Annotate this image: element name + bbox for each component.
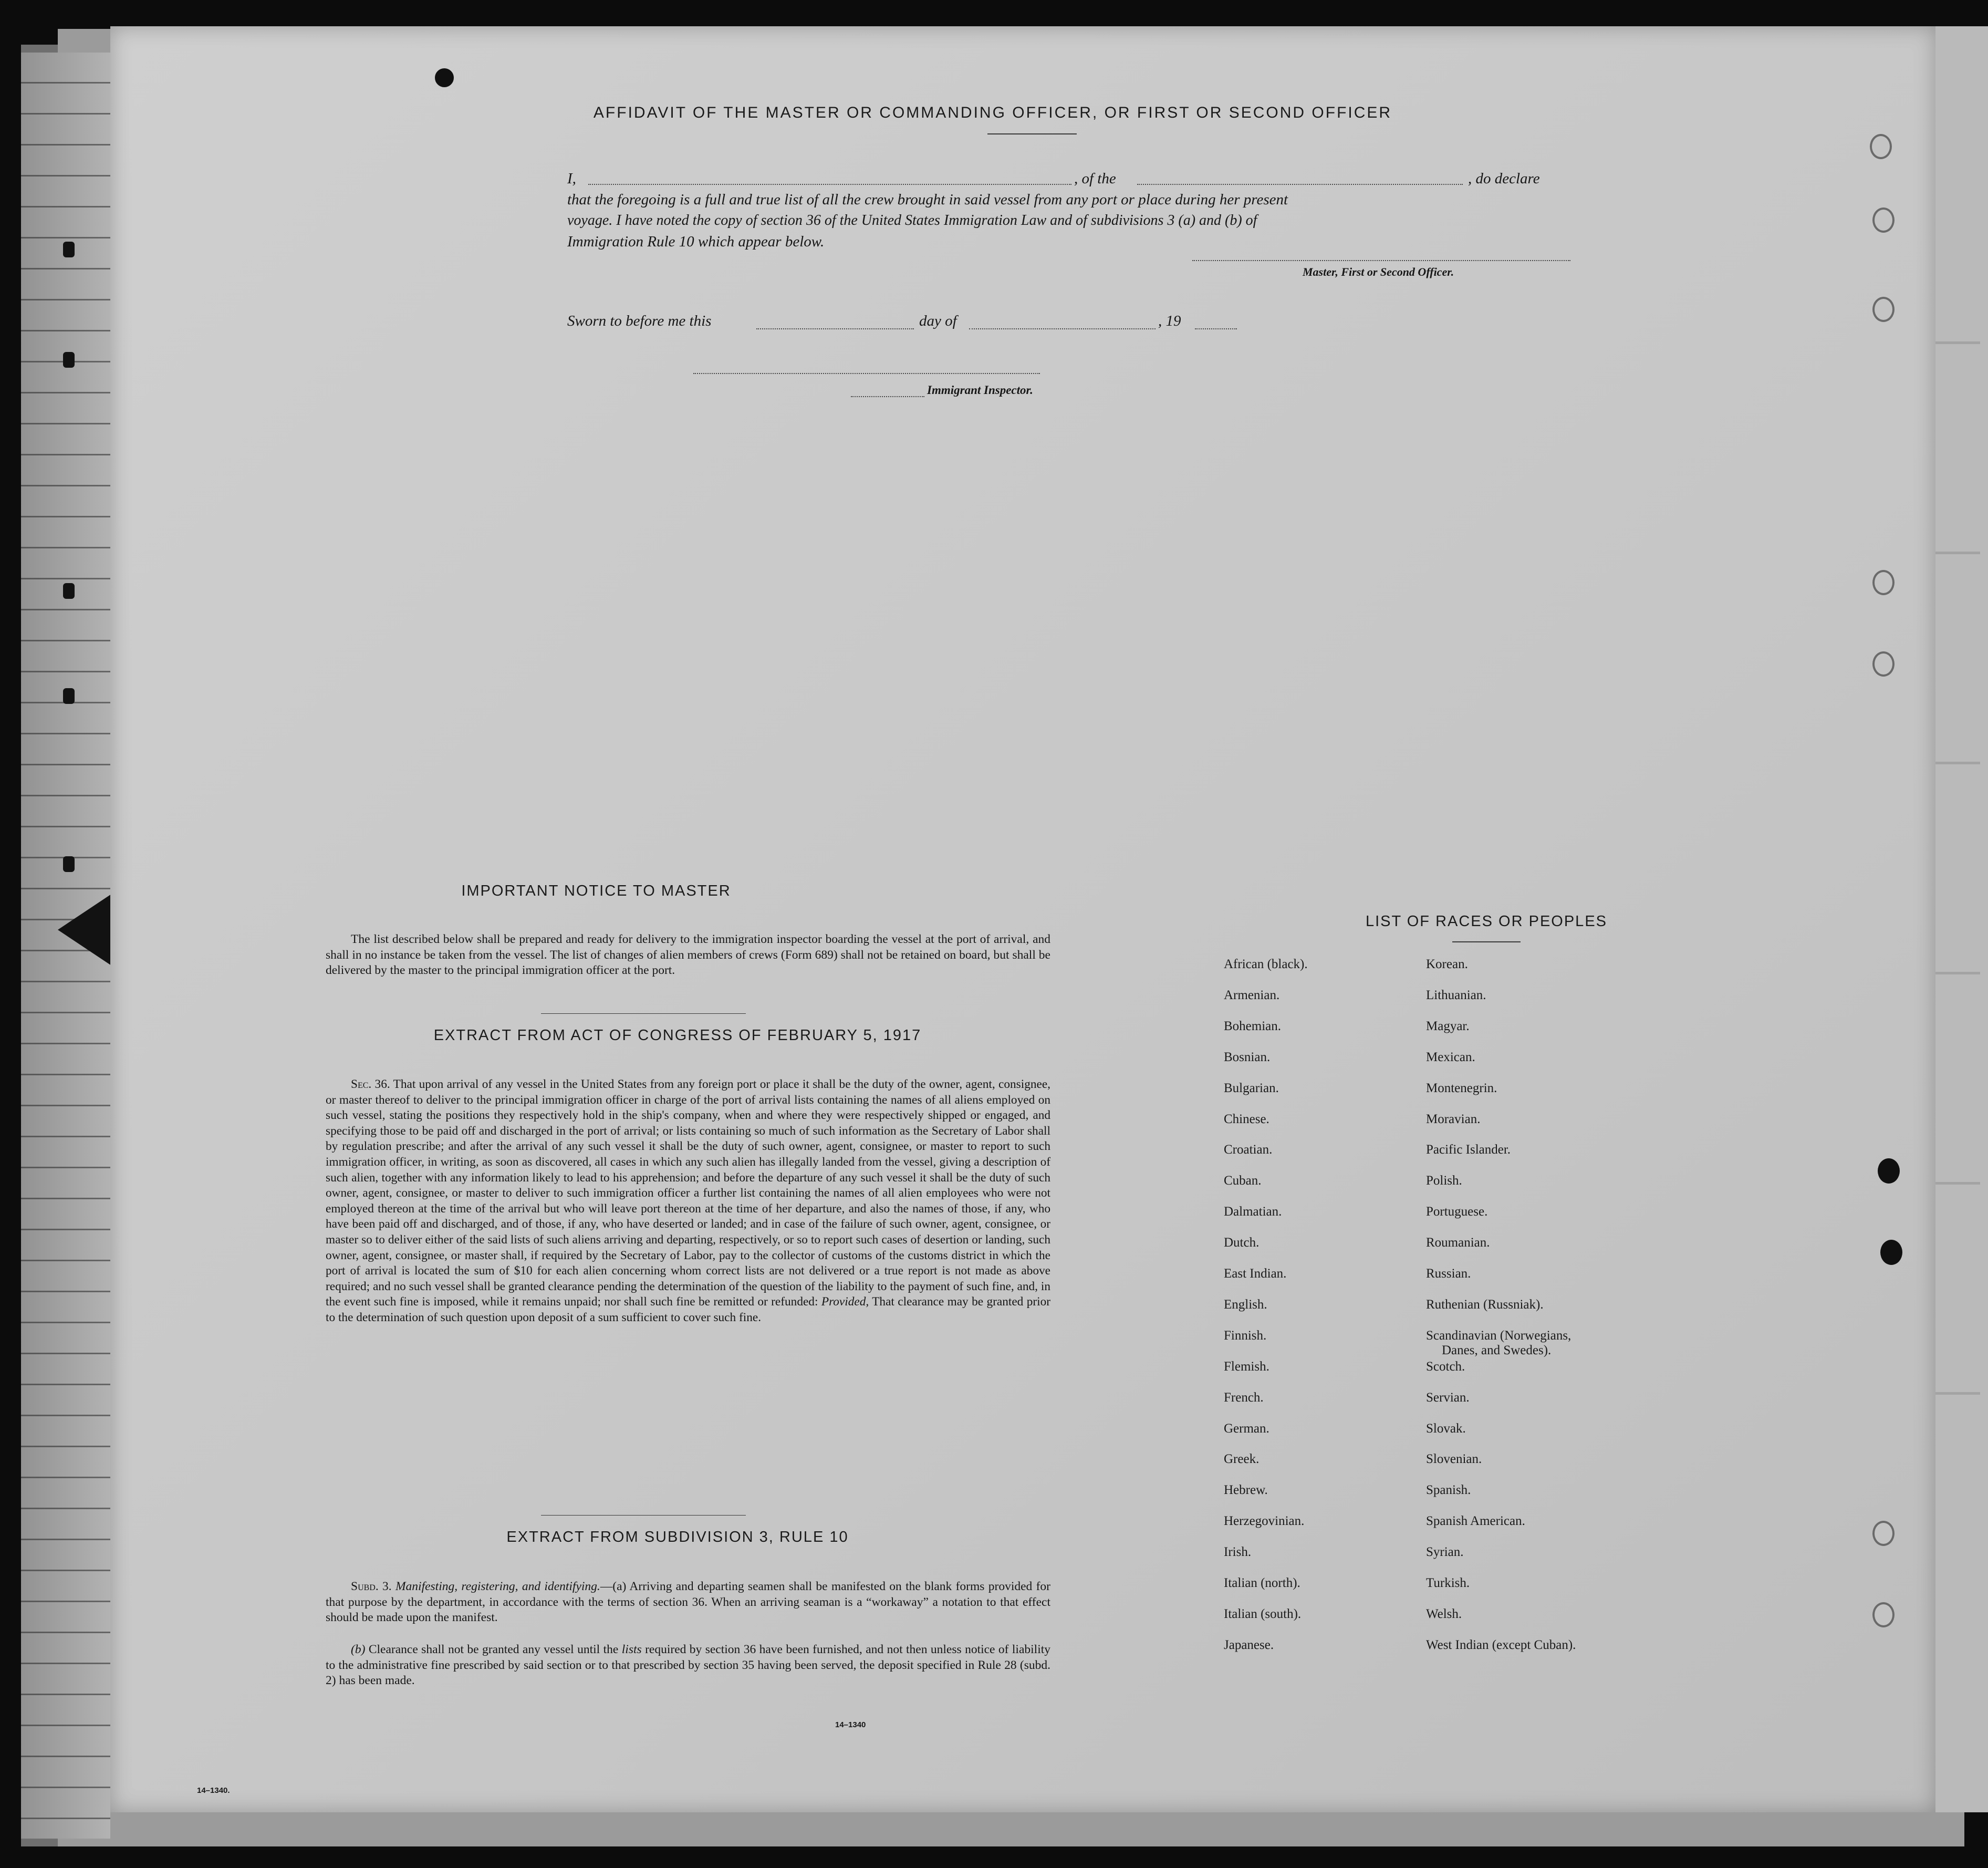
race-item: African (black).	[1224, 957, 1308, 971]
edge-shadow	[11, 53, 21, 1839]
binder-clip	[63, 688, 75, 704]
rule-extract-title: EXTRACT FROM SUBDIVISION 3, RULE 10	[506, 1529, 849, 1545]
races-title-rule	[1452, 941, 1521, 942]
do-declare-label: , do declare	[1468, 170, 1540, 187]
notice-body: The list described below shall be prepared and ready for delivery to the immigration inspector boarding the vessel at the port of arrival, and shall in no instance be taken from the vessel. The list of changes of alien members of crews (Form 689) shall not be retained on board, but shall be delivered by the master to the principal immigration officer at the port.	[326, 932, 1050, 978]
inspector-label: Immigrant Inspector.	[927, 383, 1033, 397]
rule-extract-b	[326, 1642, 1050, 1689]
race-item: Servian.	[1426, 1390, 1470, 1405]
binder-clip	[63, 583, 75, 599]
race-item: Cuban.	[1224, 1174, 1262, 1188]
sec-36-text-end: That clearance may be granted prior to the determination of such question upon deposit of a sum sufficient to cover such fine.	[326, 1295, 1051, 1324]
master-signature-label: Master, First or Second Officer.	[1303, 265, 1454, 278]
race-item: English.	[1224, 1297, 1267, 1312]
race-item: Greek.	[1224, 1452, 1260, 1467]
race-item: Bohemian.	[1224, 1019, 1282, 1033]
race-item: Russian.	[1426, 1267, 1471, 1281]
master-signature-field[interactable]	[1192, 250, 1570, 261]
day-of-label: day of	[919, 313, 957, 329]
race-item: Italian (north).	[1224, 1576, 1300, 1590]
race-item: Scandinavian (Norwegians,	[1426, 1328, 1571, 1343]
race-item: Armenian.	[1224, 988, 1280, 1002]
sworn-year-field[interactable]	[1195, 313, 1237, 329]
rule-extract-a	[326, 1579, 1050, 1626]
punch-hole	[1872, 207, 1895, 233]
binder-clip	[63, 856, 75, 872]
year-label: , 19	[1158, 313, 1181, 329]
punch-hole	[1872, 651, 1895, 677]
race-item: Dalmatian.	[1224, 1205, 1282, 1219]
sec-36-label: Sec. 36.	[351, 1077, 390, 1091]
binder-clip	[63, 352, 75, 368]
b-body-1: Clearance shall not be granted any vessel until the	[368, 1643, 619, 1656]
provided-label: Provided,	[821, 1295, 869, 1309]
race-item: Dutch.	[1224, 1236, 1260, 1250]
punch-hole	[1872, 1602, 1895, 1627]
binder-clip	[63, 242, 75, 257]
race-item: French.	[1224, 1390, 1264, 1405]
punch-hole	[1872, 1521, 1895, 1546]
race-item: Syrian.	[1426, 1545, 1464, 1560]
ruled-page-edge	[11, 53, 110, 1839]
declaration-line-1	[567, 168, 1602, 189]
race-item: Croatian.	[1224, 1143, 1273, 1157]
race-item: Chinese.	[1224, 1112, 1269, 1126]
race-item: Bulgarian.	[1224, 1081, 1279, 1095]
act-extract-title: EXTRACT FROM ACT OF CONGRESS OF FEBRUARY 5, 1917	[433, 1027, 922, 1044]
form-number-corner: 14–1340.	[197, 1786, 230, 1795]
punch-hole	[1880, 1240, 1902, 1265]
race-item: Bosnian.	[1224, 1050, 1271, 1064]
race-item: Italian (south).	[1224, 1606, 1302, 1621]
act-extract-body	[326, 1077, 1050, 1326]
race-item: Spanish American.	[1426, 1514, 1525, 1529]
race-item: Portuguese.	[1426, 1205, 1488, 1219]
inspector-signature-field[interactable]	[693, 362, 1040, 374]
races-title: LIST OF RACES OR PEOPLES	[1365, 913, 1608, 930]
race-item: Montenegrin.	[1426, 1081, 1497, 1095]
race-item: Welsh.	[1426, 1606, 1462, 1621]
race-item: Slovenian.	[1426, 1452, 1482, 1467]
inspector-dot-lead	[851, 389, 924, 397]
race-item: Mexican.	[1426, 1050, 1475, 1064]
race-item: Flemish.	[1224, 1359, 1269, 1374]
declaration-line-3: voyage. I have noted the copy of section 36 of the United States Immigration Law and of subdivisions 3 (a) and (b) of	[567, 212, 1257, 229]
race-item: West Indian (except Cuban).	[1426, 1637, 1576, 1652]
race-item: Finnish.	[1224, 1328, 1267, 1343]
race-item: Turkish.	[1426, 1576, 1470, 1590]
declarant-prefix: I,	[567, 170, 576, 187]
race-item: East Indian.	[1224, 1267, 1287, 1281]
declaration-line-4: Immigration Rule 10 which appear below.	[567, 233, 825, 250]
b-label: (b)	[351, 1643, 366, 1656]
a-body: Arriving and departing seamen shall be manifested on the blank forms provided for that purpose by the department, in accordance with the terms of section 36. When an arriving seaman is a “workaway” a notation to that effect should be made upon the manifest.	[326, 1580, 1050, 1625]
section-rule	[541, 1013, 746, 1014]
race-item: Slovak.	[1426, 1421, 1466, 1436]
race-item: Roumanian.	[1426, 1236, 1490, 1250]
form-page	[110, 26, 1935, 1812]
declarant-name-field[interactable]	[588, 168, 1071, 185]
race-item: Herzegovinian.	[1224, 1514, 1305, 1529]
race-item: Pacific Islander.	[1426, 1143, 1511, 1157]
title-rule	[987, 133, 1077, 134]
form-number: 14–1340	[835, 1720, 866, 1729]
sworn-month-field[interactable]	[969, 313, 1156, 329]
race-item: Scotch.	[1426, 1359, 1465, 1374]
declaration-line-2: that the foregoing is a full and true list of all the crew brought in said vessel from any port or place during her present	[567, 191, 1288, 208]
punch-hole	[1870, 134, 1892, 159]
race-item: Polish.	[1426, 1174, 1462, 1188]
a-label: —(a)	[600, 1580, 627, 1593]
affidavit-declaration	[567, 168, 1602, 252]
race-item: Moravian.	[1426, 1112, 1481, 1126]
punch-hole	[1872, 570, 1895, 595]
ink-blot	[435, 68, 454, 87]
punch-hole	[1878, 1158, 1900, 1184]
race-item: Danes, and Swedes).	[1442, 1343, 1552, 1357]
race-item: Spanish.	[1426, 1483, 1471, 1498]
race-item: Ruthenian (Russniak).	[1426, 1297, 1544, 1312]
race-item: Lithuanian.	[1426, 988, 1486, 1002]
of-the-label: , of the	[1074, 170, 1116, 187]
race-item: Korean.	[1426, 957, 1468, 971]
subd-label: Subd. 3.	[351, 1580, 392, 1593]
race-item: Japanese.	[1224, 1637, 1274, 1652]
sworn-label: Sworn to before me this	[567, 313, 712, 329]
race-item: German.	[1224, 1421, 1269, 1436]
sworn-day-field[interactable]	[756, 313, 914, 329]
race-item: Hebrew.	[1224, 1483, 1268, 1498]
punch-hole	[1872, 297, 1895, 322]
sec-36-text: That upon arrival of any vessel in the United States from any foreign port or place it shall be the duty of the owner, agent, consignee, or master thereof to deliver to the principal immigration officer in charge of the port of arrival lists containing the names of all aliens employed on such vessel, stating the positions they respectively hold in the ship's company, when and where they were respectively shipped or engaged, and specifying those to be paid off and discharged in the port of arrival; or lists containing so much of such information as the Secretary of Labor shall by regulation prescribe; and after the arrival of any such vessel it shall be the duty of such owner, agent, consignee, or master to report to such immigration officer, in writing, as soon as discovered, all cases in which any such alien has illegally landed from the vessel, giving a description of such alien, together with any information likely to lead to his apprehension; and before the departure of any such vessel it shall be the duty of such owner, agent, consignee, or master to deliver to such immigration officer a further list containing the names of all alien employees who were not employed thereon at the time of the arrival but who will leave port thereon at the time of her departure, and also the names of those, if any, who have been paid off and discharged, and of those, if any, who have deserted or landed; and in case of the failure of such owner, agent, consignee, or master so to deliver either of the said lists of such aliens arriving and departing, respectively, or so to report such cases of desertion or landing, such owner, agent, consignee, or master shall, if required by the Secretary of Labor, pay to the collector of customs of the customs district in which the port of arrival is located the sum of $10 for each alien concerning whom correct lists are not delivered or a true report is not made as above required; and no such vessel shall be granted clearance pending the determination of the question of the liability to the payment of such fine, and, in the event such fine is imposed, while it remains unpaid; nor shall such fine be remitted or refunded:	[326, 1077, 1050, 1309]
notice-title: IMPORTANT NOTICE TO MASTER	[461, 883, 731, 899]
b-lists: lists	[621, 1643, 642, 1656]
sworn-line	[567, 313, 1250, 334]
b-body-2: required by section 36 have been furnished, and not then unless notice of liability to the administrative fine prescribed by said section or to that prescribed by section 35 having been served, the deposit specified in Rule 28 (subd. 2) has been made.	[326, 1643, 1051, 1688]
section-rule	[541, 1515, 746, 1516]
subd-heading: Manifesting, registering, and identifying.	[395, 1580, 600, 1593]
race-item: Irish.	[1224, 1545, 1252, 1560]
vessel-name-field[interactable]	[1137, 168, 1463, 185]
affidavit-title: AFFIDAVIT OF THE MASTER OR COMMANDING OFFICER, OR FIRST OR SECOND OFFICER	[593, 104, 1392, 121]
race-item: Magyar.	[1426, 1019, 1470, 1033]
